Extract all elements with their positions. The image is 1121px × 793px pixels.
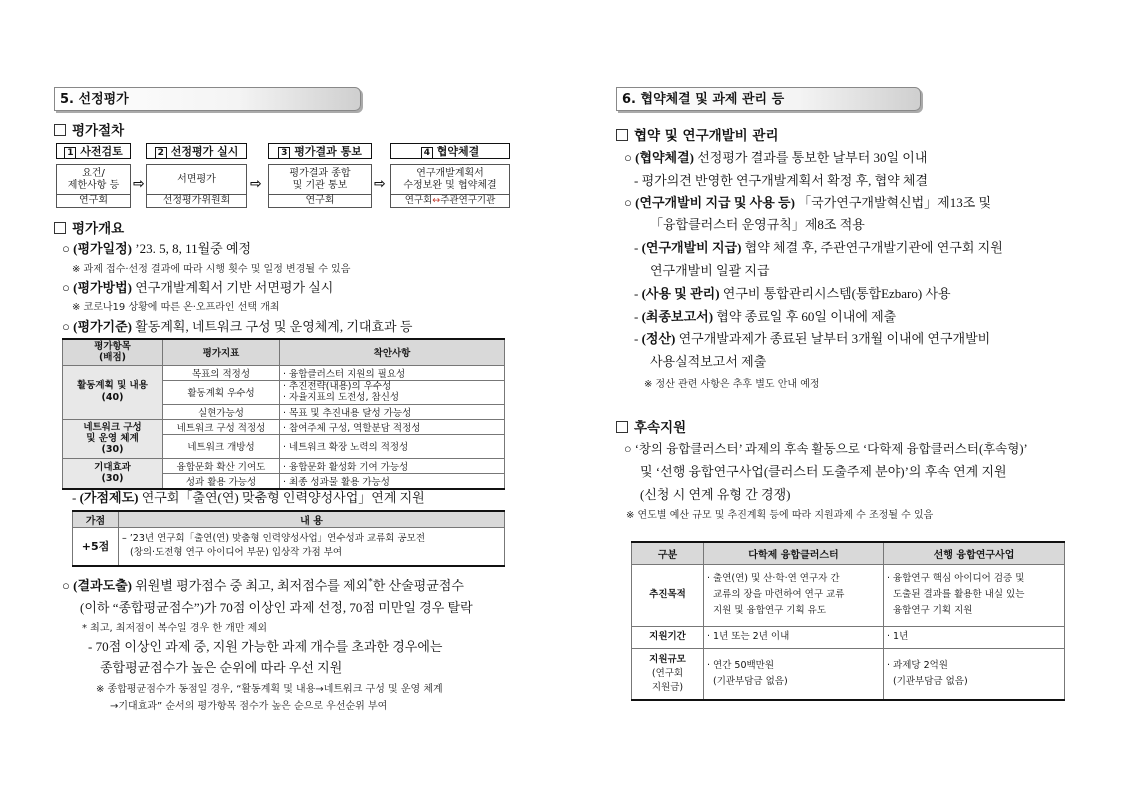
agreement-line: ○ (협약체결) 선정평가 결과를 통보한 날부터 30일 이내 [624, 150, 928, 165]
followup-heading: 후속지원 [616, 416, 686, 436]
step-3-org: 연구회 [268, 194, 372, 208]
result-line-1: ○ (결과도출) 위원별 평가점수 중 최고, 최저점수를 제외*한 산술평균점수 [62, 576, 464, 593]
step-4-org: 연구회 ↔ 주관연구기관 [390, 194, 510, 208]
funding-line-2: 「융합클러스터 운영규칙」제8조 적용 [650, 217, 865, 232]
step-2-org: 선정평가위원회 [146, 194, 247, 208]
table-row-label: 지원규모 (연구회 지원금) [632, 648, 704, 700]
table-cell: · 융합문화 활성화 기여 가능성 [280, 458, 505, 473]
square-bullet-icon [616, 129, 628, 141]
table-cell: · 출연(연) 및 산·학·연 연구자 간 교류의 장을 마련하여 연구 교류 지원 및 융합연구 기획 유도 [704, 564, 884, 626]
result-note-2b: →기대효과” 순서의 평가항목 점수가 높은 순으로 우선순위 부여 [110, 701, 388, 712]
table-cell: · 목표 및 추진내용 달성 가능성 [280, 404, 505, 419]
table-cell: 실현가능성 [163, 404, 280, 419]
step-1-header: 1 사전검토 [56, 143, 131, 159]
section-title-agreement: 6. 협약체결 및 과제 관리 등 [616, 87, 921, 111]
section-title-selection: 5. 선정평가 [54, 87, 361, 111]
table-row-label: 추진목적 [632, 564, 704, 626]
final-report-line: - (최종보고서) 협약 종료일 후 60일 이내에 제출 [634, 309, 897, 324]
table-cell: 활동계획 우수성 [163, 380, 280, 404]
bonus-score: +5점 [73, 528, 119, 566]
step-4-header: 4 협약체결 [390, 143, 510, 159]
method-note: ※ 코로나19 상황에 따른 온·오프라인 선택 개최 [72, 302, 280, 313]
payment-line: - (연구개발비 지급) 협약 체결 후, 주관연구개발기관에 연구회 지원 [634, 240, 1003, 255]
agreement-sub: - 평가의견 반영한 연구개발계획서 확정 후, 협약 체결 [634, 173, 929, 188]
table-cell: · 추진전략(내용)의 우수성 · 자율지표의 도전성, 참신성 [280, 380, 505, 404]
arrow-right-icon: ⇨ [133, 176, 145, 192]
table-cell: 목표의 적정성 [163, 365, 280, 380]
table-cell: · 과제당 2억원 (기관부담금 없음) [884, 648, 1065, 700]
result-note-1: * 최고, 최저점이 복수일 경우 한 개만 제외 [82, 623, 267, 634]
payment-line-2: 연구개발비 일괄 지급 [650, 263, 770, 278]
arrow-right-icon: ⇨ [374, 176, 386, 192]
step-2-header: 2 선정평가 실시 [146, 143, 247, 159]
method-line: ○ (평가방법) 연구개발계획서 기반 서면평가 실시 [62, 280, 334, 295]
table-cell: · 참여주체 구성, 역할분담 적정성 [280, 419, 505, 434]
table-cell: 네트워크 개방성 [163, 434, 280, 458]
settlement-line: - (정산) 연구개발과제가 종료된 날부터 3개월 이내에 연구개발비 [634, 331, 991, 346]
arrow-right-icon: ⇨ [250, 176, 262, 192]
overview-heading: 평가개요 [54, 217, 124, 237]
result-note-2a: ※ 종합평균점수가 동점일 경우, “활동계획 및 내용→네트워크 구성 및 운영 체계 [96, 684, 443, 695]
followup-table [631, 541, 1065, 701]
table-row-label: 네트워크 구성 및 운영 체계 (30) [63, 419, 163, 458]
table-cell: · 융합연구 핵심 아이디어 검증 및 도출된 결과를 활용한 내실 있는 융합연구 기획 지원 [884, 564, 1065, 626]
table-row-label: 기대효과 (30) [63, 458, 163, 489]
schedule-line: ○ (평가일정) ’23. 5, 8, 11월중 예정 [62, 241, 252, 256]
table-row-label: 활동계획 및 내용 (40) [63, 365, 163, 419]
result-sub-1: - 70점 이상인 과제 중, 지원 가능한 과제 개수를 초과한 경우에는 [88, 639, 443, 654]
square-bullet-icon [54, 124, 66, 136]
step-1-desc: 요건/ 제한사항 등 [56, 164, 131, 195]
bonus-content: – ’23년 연구회「출연(연) 맞춤형 인력양성사업」연수성과 교류회 공모전 (창의·도전형 연구 아이디어 부문) 입상작 가점 부여 [119, 528, 505, 566]
col-header-indicator: 평가지표 [163, 339, 280, 365]
step-2-desc: 서면평가 [146, 164, 247, 195]
col-header-type: 구분 [632, 542, 704, 564]
col-header-advance: 선행 융합연구사업 [884, 542, 1065, 564]
schedule-note: ※ 과제 접수·선정 결과에 따라 시행 횟수 및 일정 변경될 수 있음 [72, 264, 351, 275]
table-cell: 융합문화 확산 기여도 [163, 458, 280, 473]
table-cell: · 1년 또는 2년 이내 [704, 626, 884, 648]
bonus-line: - (가점제도) 연구회「출연(연) 맞춤형 인력양성사업」연계 지원 [72, 490, 425, 505]
table-cell: · 융합클러스터 지원의 필요성 [280, 365, 505, 380]
criteria-table [62, 338, 505, 490]
col-header-content: 내 용 [119, 511, 505, 528]
table-cell: 성과 활용 가능성 [163, 473, 280, 489]
table-cell: 네트워크 구성 적정성 [163, 419, 280, 434]
col-header-item: 평가항목 (배점) [63, 339, 163, 365]
settlement-note: ※ 정산 관련 사항은 추후 별도 안내 예정 [644, 379, 820, 390]
table-cell: · 최종 성과물 활용 가능성 [280, 473, 505, 489]
step-1-org: 연구회 [56, 194, 131, 208]
bonus-table [72, 510, 505, 567]
usage-line: - (사용 및 관리) 연구비 통합관리시스템(통합Ezbaro) 사용 [634, 286, 951, 301]
result-line-2: (이하 “종합평균점수”)가 70점 이상인 과제 선정, 70점 미만일 경우 탈락 [80, 600, 473, 615]
square-bullet-icon [616, 421, 628, 433]
col-header-multi: 다학제 융합클러스터 [704, 542, 884, 564]
result-sub-2: 종합평균점수가 높은 순위에 따라 우선 지원 [100, 660, 343, 675]
followup-note: ※ 연도별 예산 규모 및 추진계획 등에 따라 지원과제 수 조정될 수 있음 [626, 510, 934, 521]
procedure-heading: 평가절차 [54, 119, 124, 139]
criteria-line: ○ (평가기준) 활동계획, 네트워크 구성 및 운영체계, 기대효과 등 [62, 319, 413, 334]
step-3-header: 3 평가결과 통보 [268, 143, 372, 159]
funding-line: ○ (연구개발비 지급 및 사용 등) 「국가연구개발혁신법」제13조 및 [624, 195, 992, 210]
step-4-desc: 연구개발계획서 수정보완 및 협약체결 [390, 164, 510, 195]
table-cell: · 네트워크 확장 노력의 적정성 [280, 434, 505, 458]
table-row-label: 지원기간 [632, 626, 704, 648]
followup-line-1: ○ ‘창의 융합클러스터’ 과제의 후속 활동으로 ‘다학제 융합클러스터(후속형)’ [624, 442, 1028, 456]
step-3-desc: 평가결과 종합 및 기관 통보 [268, 164, 372, 195]
square-bullet-icon [54, 222, 66, 234]
table-cell: · 1년 [884, 626, 1065, 648]
table-cell: · 연간 50백만원 (기관부담금 없음) [704, 648, 884, 700]
followup-line-2: 및 ‘선행 융합연구사업(클러스터 도출주제 분야)’의 후속 연계 지원 [640, 464, 1007, 479]
col-header-bonus: 가점 [73, 511, 119, 528]
agreement-heading: 협약 및 연구개발비 관리 [616, 124, 779, 144]
col-header-points: 착안사항 [280, 339, 505, 365]
settlement-line-2: 사용실적보고서 제출 [650, 354, 767, 369]
followup-line-3: (신청 시 연계 유형 간 경쟁) [640, 487, 791, 502]
